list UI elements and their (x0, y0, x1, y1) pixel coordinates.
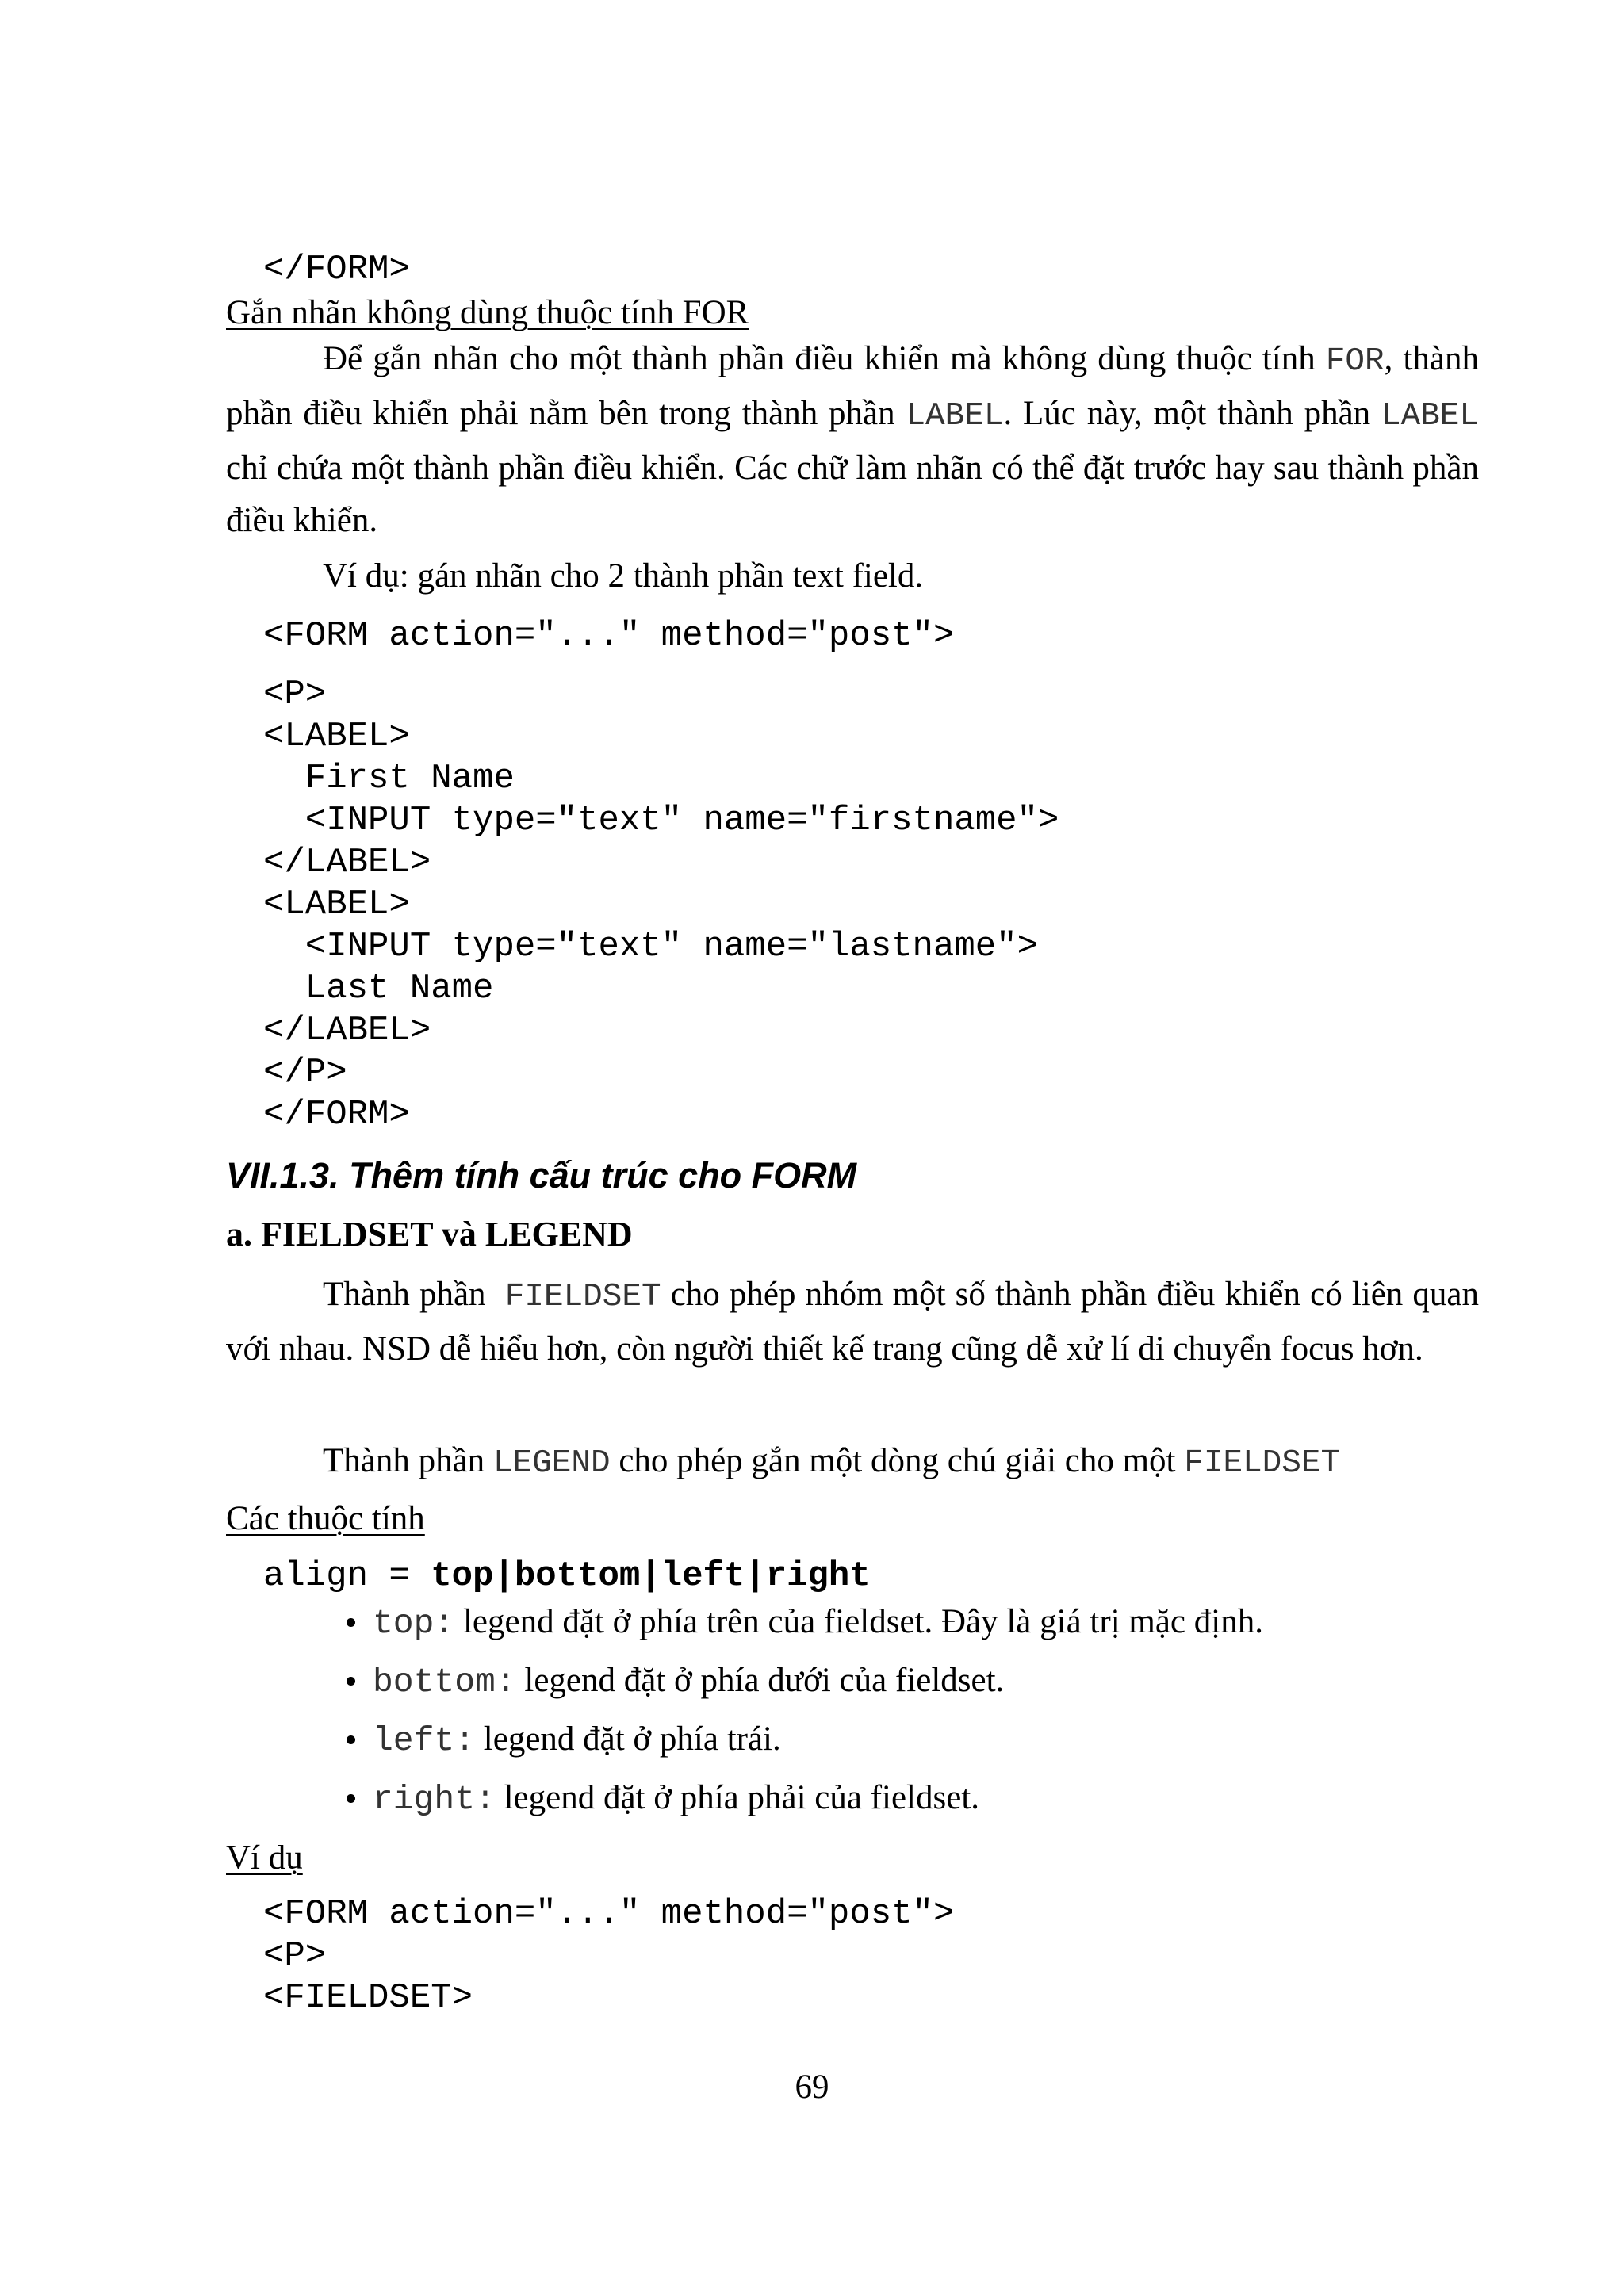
bullet-icon (347, 1618, 355, 1627)
paragraph-label-without-for (226, 333, 1479, 547)
para-text-4: chỉ chứa một thành phần điều khiển. Các chữ làm nhãn có thể đặt trước hay sau thành phần điều khiển. (226, 450, 1479, 539)
bullet-text: legend đặt ở phía trên của fieldset. Đây là giá trị mặc định. (454, 1603, 1263, 1640)
inline-code-label-2: LABEL (1381, 398, 1480, 434)
para-text-1: Để gắn nhãn cho một thành phần điều khiển mà không dùng thuộc tính (323, 340, 1326, 377)
inline-code-fieldset-2: FIELDSET (1184, 1445, 1341, 1482)
bullet-text: legend đặt ở phía trái. (475, 1720, 781, 1758)
align-attribute-code (263, 1556, 871, 1598)
fieldset-text-1: Thành phần (323, 1276, 505, 1313)
bullet-icon (347, 1735, 355, 1744)
example-intro-text: Ví dụ: gán nhãn cho 2 thành phần text field. (323, 557, 924, 595)
inline-code-for: FOR (1325, 343, 1385, 380)
inline-code-fieldset: FIELDSET (504, 1279, 661, 1315)
example-heading: Ví dụ (226, 1839, 303, 1877)
subsection-heading: a. FIELDSET và LEGEND (226, 1215, 633, 1253)
para-text-2: , thành phần điều khiển phải nằm bên trong thành phần (226, 340, 1479, 432)
bullet-icon (347, 1794, 355, 1803)
align-prefix: align = (263, 1556, 431, 1596)
bullet-keyword: right: (373, 1780, 496, 1819)
inline-code-legend: LEGEND (492, 1445, 611, 1482)
section-heading: VII.1.3. Thêm tính cấu trúc cho FORM (226, 1155, 857, 1196)
para-text-3: . Lúc này, một thành phần (1003, 395, 1381, 432)
attributes-heading: Các thuộc tính (226, 1500, 425, 1537)
code-form-open: <FORM action="..." method="post"> (263, 616, 955, 656)
bullet-keyword: top: (373, 1604, 455, 1643)
bullet-text: legend đặt ở phía dưới của fieldset. (515, 1662, 1005, 1699)
list-item (373, 1713, 1263, 1772)
legend-text-2: cho phép gắn một dòng chú giải cho một (610, 1442, 1185, 1479)
bullet-icon (347, 1677, 355, 1686)
inline-code-label: LABEL (906, 398, 1004, 434)
paragraph-legend (323, 1435, 1340, 1490)
bullet-keyword: left: (373, 1721, 476, 1760)
page-number: 69 (795, 2068, 829, 2106)
align-values-list (373, 1596, 1263, 1831)
fieldset-text-2: cho phép nhóm một số thành phần điều khiển có liên quan với nhau. NSD dễ hiểu hơn, còn người thiết kế trang cũng dễ xử lí di chuyển focus hơn. (226, 1276, 1479, 1368)
legend-text-1: Thành phần (323, 1442, 493, 1479)
align-values: top|bottom|left|right (431, 1556, 871, 1596)
heading-label-without-for: Gắn nhãn không dùng thuộc tính FOR (226, 294, 749, 331)
list-item (373, 1772, 1263, 1831)
code-closing-form: </FORM> (263, 250, 410, 289)
bullet-keyword: bottom: (373, 1663, 516, 1701)
code-fieldset-example: <FORM action="..." method="post"> <P> <FIELDSET> (263, 1894, 955, 2018)
list-item (373, 1596, 1263, 1655)
bullet-text: legend đặt ở phía phải của fieldset. (495, 1779, 980, 1816)
list-item (373, 1655, 1263, 1713)
paragraph-fieldset (226, 1269, 1479, 1376)
code-label-example: <P> <LABEL> First Name <INPUT type="text" name="firstname"> </LABEL> <LABEL> <INPUT type="text" name="lastname"> Last Name </LABEL> </P> </FORM> (263, 675, 1059, 1135)
